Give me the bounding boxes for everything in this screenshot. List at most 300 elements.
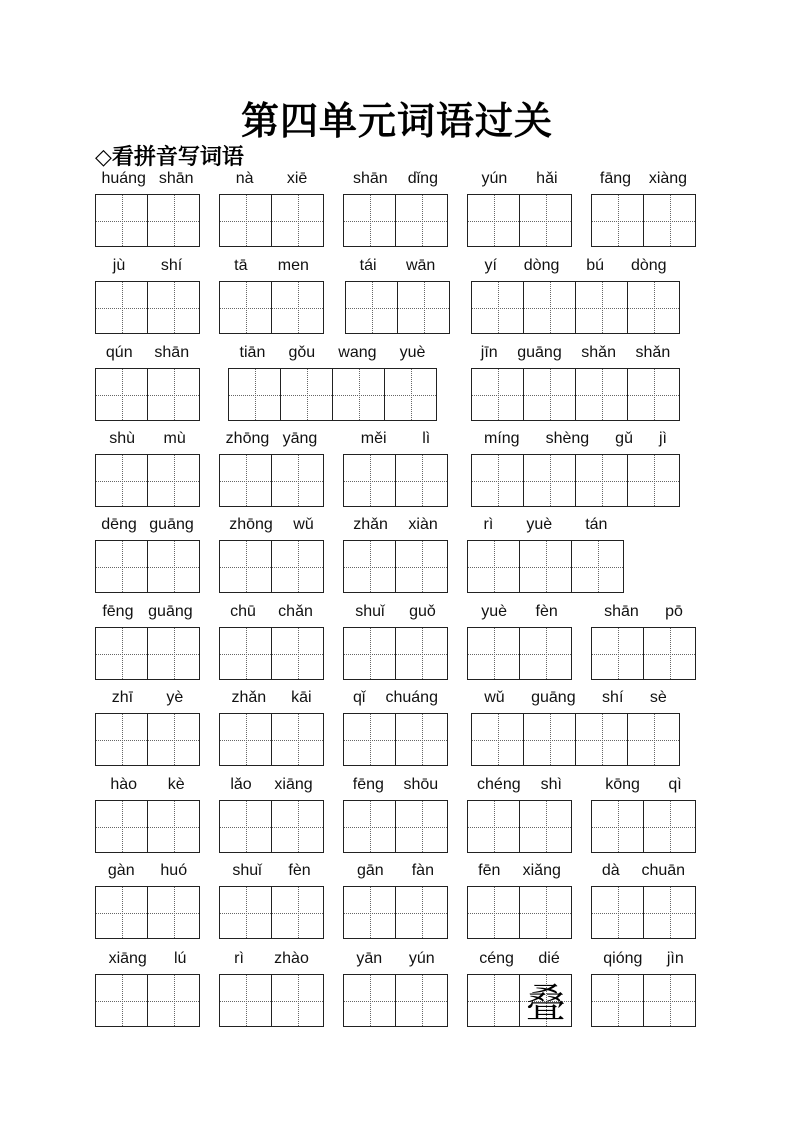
- writing-cell[interactable]: [147, 627, 200, 680]
- pinyin-syllable: huáng: [101, 170, 146, 187]
- word-group: [343, 776, 448, 855]
- word-group: [591, 950, 696, 1029]
- word-group: [95, 430, 200, 509]
- tian-grid: [95, 974, 200, 1027]
- pinyin-line: [219, 257, 324, 275]
- pinyin-line: [471, 430, 680, 448]
- pinyin-line: [471, 344, 680, 362]
- pinyin-line: [591, 950, 696, 968]
- tian-grid: [95, 886, 200, 939]
- pinyin-line: [95, 344, 200, 362]
- pinyin-syllable: tiān: [239, 344, 266, 361]
- writing-cell[interactable]: [467, 194, 520, 247]
- writing-cell[interactable]: [343, 713, 396, 766]
- writing-cell[interactable]: [519, 627, 572, 680]
- pinyin-syllable: yuè: [526, 516, 553, 533]
- writing-cell[interactable]: [627, 454, 680, 507]
- word-group: [343, 689, 448, 768]
- pinyin-syllable: fēn: [478, 862, 501, 879]
- pinyin-syllable: yún: [481, 170, 508, 187]
- tian-grid: [591, 627, 696, 680]
- writing-cell[interactable]: [523, 281, 576, 334]
- writing-cell[interactable]: [523, 368, 576, 421]
- pinyin-line: [471, 257, 680, 275]
- writing-cell[interactable]: [147, 194, 200, 247]
- writing-cell[interactable]: [343, 540, 396, 593]
- pinyin-syllable: jìn: [666, 950, 684, 967]
- tian-grid: [467, 800, 572, 853]
- writing-cell[interactable]: [575, 368, 628, 421]
- word-group: [95, 257, 200, 336]
- tian-grid: [95, 368, 200, 421]
- writing-cell[interactable]: [471, 454, 524, 507]
- writing-cell[interactable]: [523, 713, 576, 766]
- pinyin-syllable: fēng: [352, 776, 384, 793]
- tian-grid: [95, 713, 200, 766]
- writing-cell[interactable]: [332, 368, 385, 421]
- tian-grid: [343, 886, 448, 939]
- pinyin-syllable: shǎn: [581, 344, 616, 361]
- pinyin-syllable: tā: [234, 257, 248, 274]
- pinyin-syllable: chuáng: [385, 689, 438, 706]
- pinyin-syllable: lì: [422, 430, 431, 447]
- writing-cell[interactable]: [345, 281, 398, 334]
- pinyin-syllable: shān: [158, 170, 194, 187]
- writing-cell[interactable]: [591, 627, 644, 680]
- tian-grid: [591, 194, 696, 247]
- word-group: [591, 862, 696, 941]
- word-group: [95, 950, 200, 1029]
- pinyin-syllable: fāng: [599, 170, 632, 187]
- writing-cell[interactable]: [147, 540, 200, 593]
- writing-cell[interactable]: [95, 800, 148, 853]
- writing-cell[interactable]: [575, 713, 628, 766]
- tian-grid: [343, 454, 448, 507]
- writing-cell[interactable]: [523, 454, 576, 507]
- writing-cell[interactable]: [95, 713, 148, 766]
- tian-grid: [219, 800, 324, 853]
- writing-cell[interactable]: [219, 540, 272, 593]
- tian-grid: [219, 454, 324, 507]
- pinyin-syllable: guāng: [149, 516, 194, 533]
- pinyin-syllable: yān: [356, 950, 383, 967]
- word-group: [343, 950, 448, 1029]
- writing-cell[interactable]: [271, 454, 324, 507]
- pinyin-syllable: fèn: [535, 603, 558, 620]
- tian-grid: [228, 368, 437, 421]
- writing-cell[interactable]: [575, 281, 628, 334]
- pinyin-line: [219, 603, 324, 621]
- writing-cell[interactable]: [627, 281, 680, 334]
- tian-grid: [95, 800, 200, 853]
- tian-grid: [343, 540, 448, 593]
- pinyin-syllable: zhōng: [229, 516, 273, 533]
- word-group: [343, 862, 448, 941]
- word-group: [471, 430, 680, 509]
- writing-cell[interactable]: [395, 454, 448, 507]
- pinyin-syllable: hào: [110, 776, 138, 793]
- pinyin-syllable: tán: [585, 516, 608, 533]
- writing-cell[interactable]: [397, 281, 450, 334]
- word-group: [219, 950, 324, 1029]
- writing-cell[interactable]: [519, 800, 572, 853]
- pinyin-line: [343, 950, 448, 968]
- writing-cell[interactable]: [147, 974, 200, 1027]
- word-group: [471, 344, 680, 423]
- pinyin-syllable: fèn: [288, 862, 311, 879]
- pinyin-syllable: xiàn: [408, 516, 438, 533]
- pinyin-syllable: shuǐ: [355, 603, 385, 620]
- writing-cell[interactable]: [147, 886, 200, 939]
- pinyin-syllable: shān: [154, 344, 190, 361]
- pinyin-syllable: yè: [166, 689, 184, 706]
- pinyin-line: [343, 603, 448, 621]
- writing-cell[interactable]: [219, 194, 272, 247]
- pinyin-line: [345, 257, 450, 275]
- word-group: [467, 862, 572, 941]
- pinyin-line: [343, 689, 448, 707]
- pinyin-syllable: hǎi: [536, 170, 558, 187]
- pinyin-line: [95, 603, 200, 621]
- pinyin-syllable: gān: [357, 862, 384, 879]
- pinyin-syllable: dǐng: [407, 170, 438, 187]
- tian-grid: [219, 886, 324, 939]
- pinyin-line: [219, 430, 324, 448]
- pinyin-syllable: men: [277, 257, 309, 274]
- pinyin-syllable: shí: [160, 257, 183, 274]
- writing-cell[interactable]: [343, 974, 396, 1027]
- writing-cell[interactable]: [271, 281, 324, 334]
- pinyin-syllable: sè: [649, 689, 667, 706]
- writing-cell[interactable]: [147, 713, 200, 766]
- pinyin-syllable: dà: [601, 862, 620, 879]
- pinyin-line: [467, 862, 572, 880]
- tian-grid: [343, 974, 448, 1027]
- writing-cell[interactable]: [395, 800, 448, 853]
- pinyin-line: [343, 862, 448, 880]
- pinyin-line: [467, 950, 572, 968]
- pinyin-line: [343, 776, 448, 794]
- writing-cell[interactable]: [219, 281, 272, 334]
- writing-cell[interactable]: [219, 886, 272, 939]
- pinyin-syllable: zhī: [111, 689, 134, 706]
- word-group: [591, 170, 696, 249]
- tian-grid: [471, 368, 680, 421]
- pinyin-syllable: jù: [112, 257, 126, 274]
- writing-cell[interactable]: [519, 540, 572, 593]
- pinyin-syllable: wǔ: [484, 689, 505, 706]
- pinyin-line: [467, 776, 572, 794]
- tian-grid: [343, 800, 448, 853]
- pinyin-line: [219, 776, 324, 794]
- pinyin-syllable: qún: [105, 344, 133, 361]
- writing-cell[interactable]: [627, 713, 680, 766]
- pinyin-syllable: yāng: [282, 430, 318, 447]
- writing-cell[interactable]: [643, 627, 696, 680]
- writing-cell[interactable]: [147, 368, 200, 421]
- writing-cell[interactable]: [95, 281, 148, 334]
- pinyin-line: [95, 862, 200, 880]
- pinyin-line: [95, 257, 200, 275]
- writing-cell[interactable]: [591, 886, 644, 939]
- word-group: [95, 689, 200, 768]
- writing-cell[interactable]: [147, 281, 200, 334]
- writing-cell[interactable]: [95, 886, 148, 939]
- pinyin-syllable: xiāng: [108, 950, 147, 967]
- writing-cell[interactable]: [643, 974, 696, 1027]
- writing-cell[interactable]: [95, 194, 148, 247]
- pinyin-syllable: chéng: [477, 776, 521, 793]
- pinyin-syllable: dié: [538, 950, 560, 967]
- pinyin-syllable: xiē: [286, 170, 308, 187]
- tian-grid: [219, 974, 324, 1027]
- pinyin-syllable: míng: [484, 430, 520, 447]
- pinyin-line: [343, 170, 448, 188]
- writing-cell[interactable]: [395, 886, 448, 939]
- pinyin-syllable: céng: [479, 950, 514, 967]
- word-group: [95, 344, 200, 423]
- writing-cell[interactable]: [280, 368, 333, 421]
- word-group: [219, 516, 324, 595]
- pinyin-syllable: zhǎn: [231, 689, 267, 706]
- page-title: 第四单元词语过关: [240, 98, 553, 143]
- pinyin-line: [219, 516, 324, 534]
- word-group: [228, 344, 437, 423]
- writing-cell[interactable]: [271, 974, 324, 1027]
- writing-cell[interactable]: [571, 540, 624, 593]
- word-group: [343, 170, 448, 249]
- tian-grid: [471, 454, 680, 507]
- tian-grid: [471, 281, 680, 334]
- pinyin-syllable: chū: [230, 603, 256, 620]
- word-group: [343, 603, 448, 682]
- pinyin-syllable: zhào: [274, 950, 309, 967]
- tian-grid: [343, 713, 448, 766]
- writing-cell[interactable]: [471, 713, 524, 766]
- writing-cell[interactable]: [343, 454, 396, 507]
- writing-cell[interactable]: [95, 974, 148, 1027]
- tian-grid: [591, 886, 696, 939]
- writing-cell[interactable]: [219, 800, 272, 853]
- writing-cell[interactable]: [95, 368, 148, 421]
- tian-grid: [95, 627, 200, 680]
- writing-cell[interactable]: [467, 540, 520, 593]
- writing-cell[interactable]: [219, 454, 272, 507]
- writing-cell[interactable]: [643, 194, 696, 247]
- pinyin-line: [343, 430, 448, 448]
- writing-cell[interactable]: [395, 540, 448, 593]
- word-group: [471, 257, 680, 336]
- writing-cell[interactable]: [228, 368, 281, 421]
- pinyin-syllable: xiāng: [274, 776, 313, 793]
- pinyin-syllable: kōng: [605, 776, 640, 793]
- pinyin-syllable: gǒu: [288, 344, 316, 361]
- writing-cell[interactable]: [471, 368, 524, 421]
- writing-cell[interactable]: [271, 540, 324, 593]
- tian-grid: [219, 627, 324, 680]
- writing-cell[interactable]: [467, 800, 520, 853]
- writing-cell[interactable]: [384, 368, 437, 421]
- word-group: [219, 776, 324, 855]
- writing-cell[interactable]: [627, 368, 680, 421]
- word-group: [219, 603, 324, 682]
- tian-grid: [345, 281, 450, 334]
- pinyin-syllable: qǐ: [353, 689, 366, 706]
- word-group: [591, 776, 696, 855]
- word-group: [219, 862, 324, 941]
- pinyin-line: [591, 170, 696, 188]
- tian-grid: [471, 713, 680, 766]
- pinyin-syllable: shì: [540, 776, 562, 793]
- pinyin-syllable: shí: [602, 689, 624, 706]
- word-group: [467, 950, 572, 1029]
- pinyin-syllable: nà: [235, 170, 254, 187]
- writing-cell[interactable]: [343, 800, 396, 853]
- word-group: [219, 257, 324, 336]
- pinyin-line: [591, 603, 696, 621]
- writing-cell[interactable]: [271, 627, 324, 680]
- pinyin-line: [219, 950, 324, 968]
- writing-cell[interactable]: [395, 194, 448, 247]
- pinyin-line: [95, 950, 200, 968]
- pinyin-syllable: wān: [405, 257, 436, 274]
- writing-cell[interactable]: [219, 974, 272, 1027]
- pinyin-syllable: chǎn: [278, 603, 313, 620]
- tian-grid: [219, 281, 324, 334]
- writing-cell[interactable]: [575, 454, 628, 507]
- pinyin-syllable: qióng: [603, 950, 643, 967]
- pinyin-syllable: pō: [665, 603, 683, 620]
- pinyin-syllable: shèng: [545, 430, 590, 447]
- tian-grid: [95, 281, 200, 334]
- word-group: [343, 516, 448, 595]
- tian-grid: [467, 886, 572, 939]
- pinyin-syllable: xiàng: [648, 170, 688, 187]
- word-group: [95, 862, 200, 941]
- word-group: [467, 170, 572, 249]
- writing-cell[interactable]: [643, 886, 696, 939]
- pinyin-syllable: fēng: [102, 603, 134, 620]
- pinyin-line: [95, 516, 200, 534]
- pinyin-syllable: lǎo: [230, 776, 252, 793]
- tian-grid: [343, 194, 448, 247]
- word-group: [471, 689, 680, 768]
- pinyin-line: [467, 170, 572, 188]
- writing-cell[interactable]: [519, 974, 572, 1027]
- tian-grid: [591, 800, 696, 853]
- pinyin-syllable: fàn: [411, 862, 434, 879]
- pinyin-line: [95, 170, 200, 188]
- writing-cell[interactable]: [343, 886, 396, 939]
- pinyin-syllable: měi: [360, 430, 387, 447]
- writing-cell[interactable]: [591, 974, 644, 1027]
- writing-cell[interactable]: [467, 627, 520, 680]
- pinyin-syllable: jì: [658, 430, 667, 447]
- writing-cell[interactable]: [343, 627, 396, 680]
- writing-cell[interactable]: [643, 800, 696, 853]
- pinyin-syllable: dòng: [523, 257, 560, 274]
- pinyin-line: [591, 862, 696, 880]
- pinyin-line: [467, 603, 572, 621]
- pinyin-syllable: guāng: [531, 689, 576, 706]
- pinyin-syllable: yuè: [481, 603, 508, 620]
- word-group: [95, 170, 200, 249]
- tian-grid: [95, 454, 200, 507]
- tian-grid: [467, 540, 624, 593]
- writing-cell[interactable]: [395, 713, 448, 766]
- writing-cell[interactable]: [395, 974, 448, 1027]
- pinyin-line: [591, 776, 696, 794]
- tian-grid: [343, 627, 448, 680]
- word-group: [219, 689, 324, 768]
- pinyin-line: [219, 170, 324, 188]
- pinyin-syllable: yún: [408, 950, 435, 967]
- writing-cell[interactable]: [219, 627, 272, 680]
- pinyin-syllable: bú: [586, 257, 605, 274]
- pinyin-line: [95, 430, 200, 448]
- pinyin-syllable: guǒ: [409, 603, 436, 620]
- writing-cell[interactable]: [471, 281, 524, 334]
- writing-cell[interactable]: [591, 194, 644, 247]
- pinyin-syllable: yuè: [399, 344, 426, 361]
- pinyin-syllable: kè: [167, 776, 185, 793]
- tian-grid: [219, 713, 324, 766]
- pinyin-line: [228, 344, 437, 362]
- writing-cell[interactable]: [147, 800, 200, 853]
- pinyin-syllable: dēng: [101, 516, 137, 533]
- writing-cell[interactable]: [271, 800, 324, 853]
- pinyin-syllable: chuān: [641, 862, 686, 879]
- writing-cell[interactable]: [343, 194, 396, 247]
- pinyin-syllable: shān: [353, 170, 388, 187]
- writing-cell[interactable]: [519, 886, 572, 939]
- writing-cell[interactable]: [271, 886, 324, 939]
- tian-grid: [467, 974, 572, 1027]
- pinyin-line: [219, 689, 324, 707]
- writing-cell[interactable]: [271, 713, 324, 766]
- filled-character: 叠: [525, 981, 566, 1027]
- pinyin-line: [467, 516, 624, 534]
- writing-cell[interactable]: [95, 454, 148, 507]
- pinyin-syllable: gàn: [107, 862, 135, 879]
- pinyin-syllable: wang: [338, 344, 377, 361]
- writing-cell[interactable]: [467, 886, 520, 939]
- writing-cell[interactable]: [519, 194, 572, 247]
- pinyin-syllable: xiǎng: [522, 862, 561, 879]
- writing-cell[interactable]: [219, 713, 272, 766]
- word-group: [95, 516, 200, 595]
- tian-grid: [219, 194, 324, 247]
- pinyin-line: [95, 776, 200, 794]
- writing-cell[interactable]: [95, 627, 148, 680]
- pinyin-syllable: yí: [484, 257, 497, 274]
- pinyin-syllable: shuǐ: [232, 862, 262, 879]
- pinyin-line: [343, 516, 448, 534]
- pinyin-syllable: shān: [604, 603, 639, 620]
- writing-cell[interactable]: [591, 800, 644, 853]
- pinyin-syllable: lú: [173, 950, 187, 967]
- tian-grid: [467, 194, 572, 247]
- pinyin-syllable: shǎn: [635, 344, 671, 361]
- pinyin-syllable: jīn: [480, 344, 498, 361]
- writing-cell[interactable]: [395, 627, 448, 680]
- writing-cell[interactable]: [147, 454, 200, 507]
- writing-cell[interactable]: [467, 974, 520, 1027]
- writing-cell[interactable]: [95, 540, 148, 593]
- word-group: [591, 603, 696, 682]
- pinyin-syllable: qì: [668, 776, 682, 793]
- writing-cell[interactable]: [271, 194, 324, 247]
